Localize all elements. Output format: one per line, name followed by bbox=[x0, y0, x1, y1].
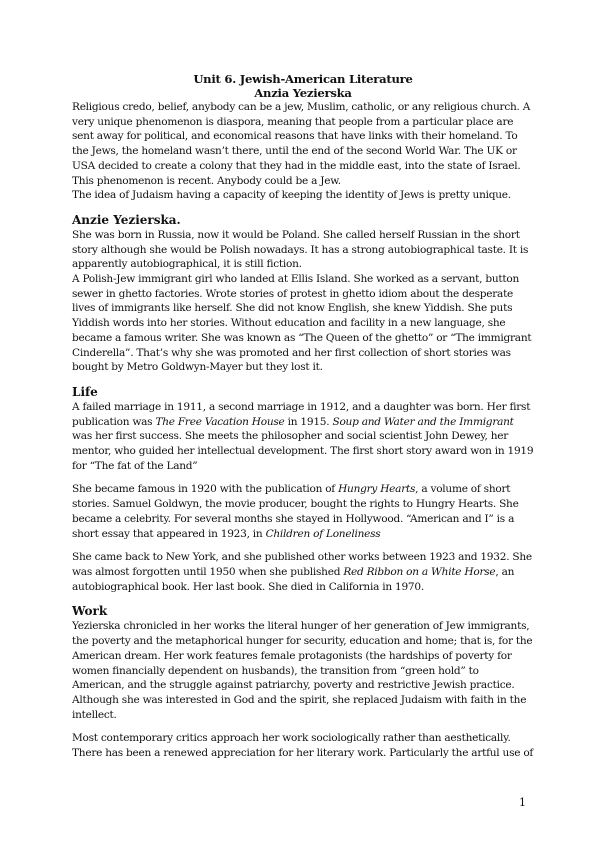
life-paragraph-1: A failed marriage in 1911, a second marriage in 1912, and a daughter was born. Her first publication was The Free Vacation House in 1915. Soup and Water and the Immigrant was her first success. She meets the philosopher and social scientist John Dewey, her mentor, who guided her intellectual development. The first short story award won in 1919 for “The fat of the Land” bbox=[72, 400, 534, 472]
page-number: 1 bbox=[519, 796, 526, 809]
title-children-of-loneliness: Children of Loneliness bbox=[265, 527, 381, 540]
life-paragraph-3: She came back to New York, and she published other works between 1923 and 1932. She was almost forgotten until 1950 when she published Red Ribbon on a White Horse, an autobiographical book. Her last book. She died in California in 1970. bbox=[72, 551, 532, 593]
document-subtitle: Anzia Yezierska bbox=[254, 86, 352, 100]
bio-paragraph-2: A Polish-Jew immigrant girl who landed at Ellis Island. She worked as a servant, button sewer in ghetto factories. Wrote stories of protest in ghetto idiom about the desperate lives of immigrants like herself. She did not know English, she knew Yiddish. She puts Yiddish words into her stories. Without education and facility in a new language, she became a famous writer. She was known as “The Queen of the ghetto” or “The immigrant Cinderella”. That’s why she was promoted and her first collection of short stories was bought by Metro Goldwyn-Mayer but they lost it. bbox=[72, 273, 532, 374]
work-paragraph-1: Yezierska chronicled in her works the literal hunger of her generation of Jew immigrants, the poverty and the metaphorical hunger for security, education and home; that is, for the American dream. Her work features female protagonists (the hardships of poverty for women financially dependent on husbands), the transition from “green hold” to American, and the struggle against patriarchy, poverty and restrictive Jewish practice. Although she was interested in God and the spirit, she replaced Judaism with faith in the intellect. bbox=[72, 620, 533, 721]
section-heading-life: Life bbox=[72, 384, 98, 399]
section-heading-anzie: Anzie Yezierska. bbox=[72, 212, 181, 227]
title-hungry-hearts: Hungry Hearts bbox=[338, 483, 416, 496]
work-paragraph-2: Most contemporary critics approach her work sociologically rather than aesthetically. There has been a renewed appreciation for her literary work. Particularly the artful use of bbox=[72, 732, 534, 760]
intro-paragraph-2: The idea of Judaism having a capacity of keeping the identity of Jews is pretty unique. bbox=[72, 189, 511, 202]
intro-paragraph-1: Religious credo, belief, anybody can be a jew, Muslim, catholic, or any religious church. A very unique phenomenon is diaspora, meaning that people from a particular place are sent away for political, and economical reasons that have links with their homeland. To the Jews, the homeland wasn’t there, until the end of the second World War. The UK or USA decided to create a colony that they had in the middle east, into the state of Israel. This phenomenon is recent. Anybody could be a Jew. bbox=[72, 101, 531, 187]
bio-paragraph-1: She was born in Russia, now it would be Poland. She called herself Russian in the short story although she would be Polish nowadays. It has a strong autobiographical taste. It is apparently autobiographical, it is still fiction. bbox=[72, 228, 529, 271]
document-page bbox=[72, 72, 534, 761]
title-soup-and-water: Soup and Water and the Immigrant bbox=[332, 415, 514, 428]
life-paragraph-2: She became famous in 1920 with the publication of Hungry Hearts, a volume of short stories. Samuel Goldwyn, the movie producer, bought the rights to Hungry Hearts. She became a celebrity. For several months she stayed in Hollywood. “American and I” is a short essay that appeared in 1923, in Children of Loneliness bbox=[72, 483, 519, 540]
document-title: Unit 6. Jewish-American Literature bbox=[193, 72, 413, 86]
title-red-ribbon: Red Ribbon on a White Horse bbox=[343, 565, 496, 578]
section-heading-work: Work bbox=[72, 604, 108, 619]
title-free-vacation-house: The Free Vacation House bbox=[155, 415, 285, 428]
